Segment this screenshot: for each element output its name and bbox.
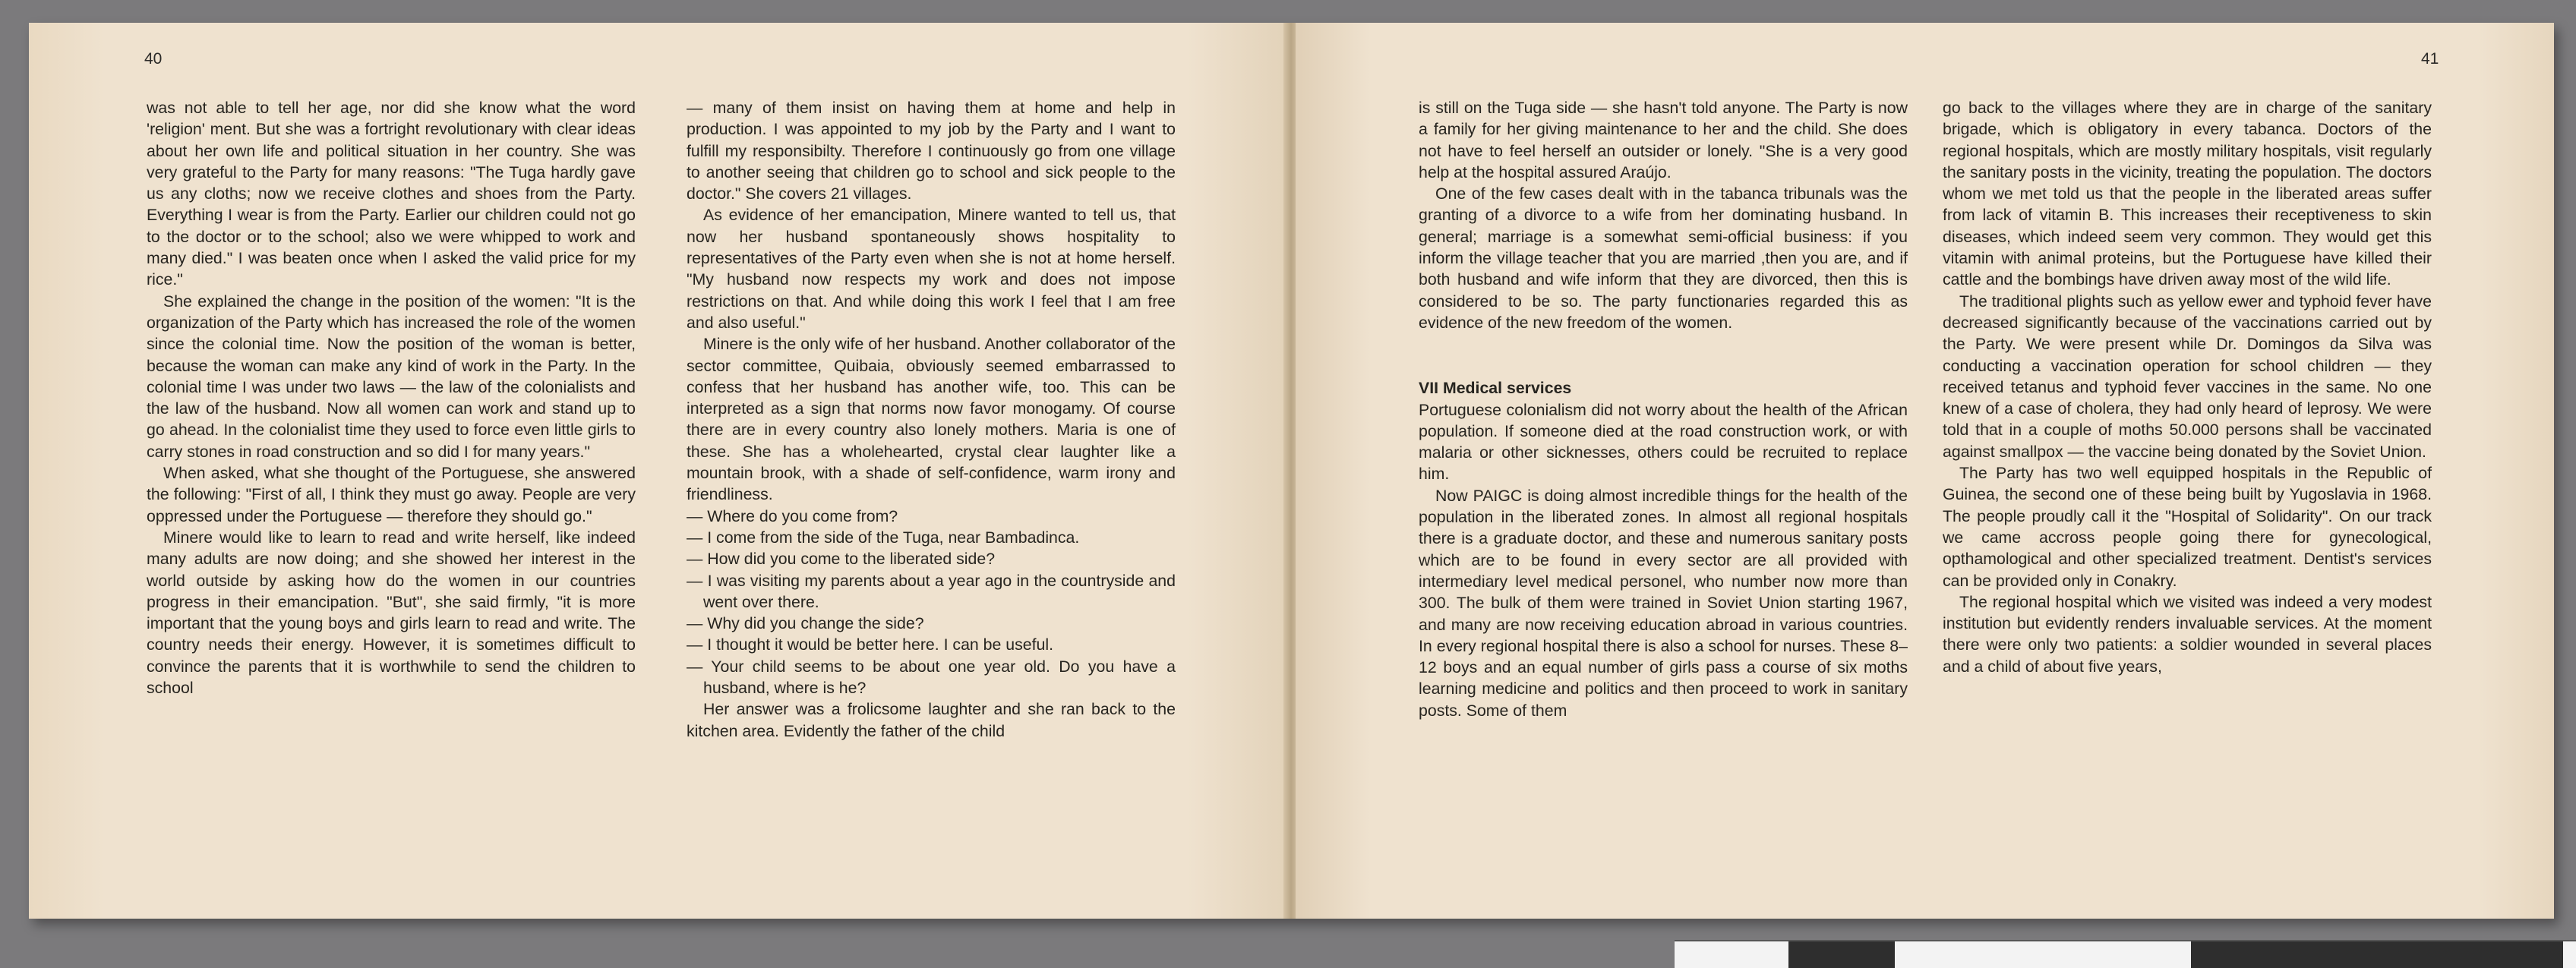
paragraph: is still on the Tuga side — she hasn't told anyone. The Party is now a family for her giving maintenance to her and the child. She does not have to feel herself an outsider or lonely. "She is a very good help at the hospital assured Araújo. [1419,99,1908,181]
paragraph: The Party has two well equipped hospitals in the Republic of Guinea, the second one of these being built by Yugoslavia in 1968. The people proudly call it the "Hospital of Solidarity". On our track we came accross people going there for gynecological, opthamological and other specialized treatment. Dentist's services can be provided only in Conakry. [1943,464,2432,590]
right-page [1296,23,2554,919]
right-column-1 [1419,97,1908,721]
paragraph: She explained the change in the position of the women: "It is the organization of the Party which has increased the role of the women since the colonial time. Now the position of the woman is better, because the woman can make any kind of work in the Party. In the colonial time I was under two laws — the law of the colonialists and the law of the husband. Now all women can work and stand up to go ahead. In the colonialist time they used to force even little girls to carry stones in road construction and so did I for many years." [147,292,636,461]
paragraph: Minere would like to learn to read and write herself, like indeed many adults are now doing; and she showed her interest in the world outside by asking how do the women in our countries progress in their emancipation. "But", she said firmly, "it is more important that the young boys and girls learn to read and write. The country needs their energy. However, it is sometimes difficult to convince the parents that it is worthwhile to send the children to school [147,528,636,698]
paragraph: The regional hospital which we visited was indeed a very modest institution but evidently renders invaluable services. At the moment there were only two patients: a soldier wounded in several places and a child of about five years, [1943,592,2432,676]
page-number-left: 40 [144,50,163,68]
ruler-segment [2191,941,2563,968]
section-heading: VII Medical services [1419,379,1572,398]
paragraph: — many of them insist on having them at home and help in production. I was appointed to my job by the Party and I want to fulfill my responsibilty. Therefore I continuously go from one village to another seeing that children go to school and sick people to the doctor." She covers 21 villages. [687,99,1176,203]
ruler-segment [1788,941,1895,968]
paragraph: The traditional plights such as yellow ewer and typhoid fever have decreased significantly because of the vaccinations carried out by the Party. We were present while Dr. Domingos da Silva was conducting a vaccination operation for school children — they received tetanus and typhoid fever vaccines in the same. No one knew of a case of cholera, they had only heard of leprosy. We were told that in a couple of moths 50.000 persons shall be vaccinated against smallpox — the vaccine being donated by the Soviet Union. [1943,292,2432,461]
dialogue-line: — I was visiting my parents about a year ago in the countryside and went over there. [687,571,1176,611]
paragraph: As evidence of her emancipation, Minere wanted to tell us, that now her husband spontaneously shows hospitality to representatives of the Party even when she is not at home herself. "My husband now respects my work and does not impose restrictions on that. And while doing this work I feel that I am free and also useful." [687,206,1176,332]
right-column-2 [1943,97,2432,677]
dialogue-line: — Your child seems to be about one year old. Do you have a husband, where is he? [687,657,1176,698]
paragraph: was not able to tell her age, nor did she know what the word 'religion' ment. But she was a fortright revolutionary with clear ideas about her own life and political situation in her country. She was very grateful to the Party for many reasons: "The Tuga hardly gave us any cloths; now we receive clothes and shoes from the Party. Everything I wear is from the Party. Earlier our children could not go to the doctor or to the school; also we were whipped to work and many died." I was beaten once when I asked the valid price for my rice." [147,99,636,289]
paragraph: go back to the villages where they are in charge of the sanitary brigade, which is obligatory in every tabanca. Doctors of the regional hospitals, which are mostly military hospitals, visit regularly the sanitary posts in the vicinity, treating the population. The doctors whom we met told us that the people in the liberated areas suffer from lack of vitamin B. This increases their receptiveness to skin diseases, which indeed seem very common. They would get this vitamin with animal proteins, but the Portuguese have killed their cattle and the bombings have driven away most of the wild life. [1943,99,2432,289]
left-page [29,23,1288,919]
left-column-1 [147,97,636,698]
left-column-2 [687,97,1176,742]
dialogue-line: — How did you come to the liberated side? [687,550,996,569]
book-spread [29,23,2554,919]
dialogue-line: — I come from the side of the Tuga, near Bambadinca. [687,528,1080,547]
paragraph: Portuguese colonialism did not worry about the health of the African population. If someone died at the road construction work, or with malaria or other sicknesses, others could be recruited to replace him. [1419,400,1908,484]
scale-ruler [1675,940,2576,968]
paragraph: One of the few cases dealt with in the tabanca tribunals was the granting of a divorce to a wife from her dominating husband. In general; marriage is a somewhat semi-official business: if you inform the village teacher that you are married ,then you are, and if both husband and wife inform that they are divorced, then this is considered to be so. The party functionaries regarded this as evidence of the new freedom of the women. [1419,184,1908,332]
dialogue-line: — I thought it would be better here. I can be useful. [687,635,1054,654]
page-number-right: 41 [2421,50,2439,68]
paragraph: When asked, what she thought of the Portuguese, she answered the following: "First of all, I think they must go away. People are very oppressed under the Portuguese — therefore they should go." [147,464,636,525]
dialogue-line: — Why did you change the side? [687,614,924,633]
dialogue-line: — Where do you come from? [687,506,898,525]
paragraph: Her answer was a frolicsome laughter and she ran back to the kitchen area. Evidently the father of the child [687,700,1176,740]
paragraph: Minere is the only wife of her husband. Another collaborator of the sector committee, Quibaia, obviously seemed embarrassed to confess that her husband has another wife, too. This can be interpreted as a sign that norms now favor monogamy. Of course there are in every country also lonely mothers. Maria is one of these. She has a wholehearted, crystal clear laughter like a mountain brook, with a shade of self-confidence, warm irony and friendliness. [687,335,1176,504]
paragraph: Now PAIGC is doing almost incredible things for the health of the population in the liberated zones. In almost all regional hospitals there is a graduate doctor, and these and numerous sanitary posts which are to be found in every sector are all provided with intermediary level medical personel, who number now more than 300. The bulk of them were trained in Soviet Union starting 1967, and many are now receiving education abroad in various countries. In every regional hospital there is also a school for nurses. These 8–12 boys and an equal number of girls pass a course of six moths learning medicine and politics and then proceed to work in sanitary posts. Some of them [1419,486,1908,720]
